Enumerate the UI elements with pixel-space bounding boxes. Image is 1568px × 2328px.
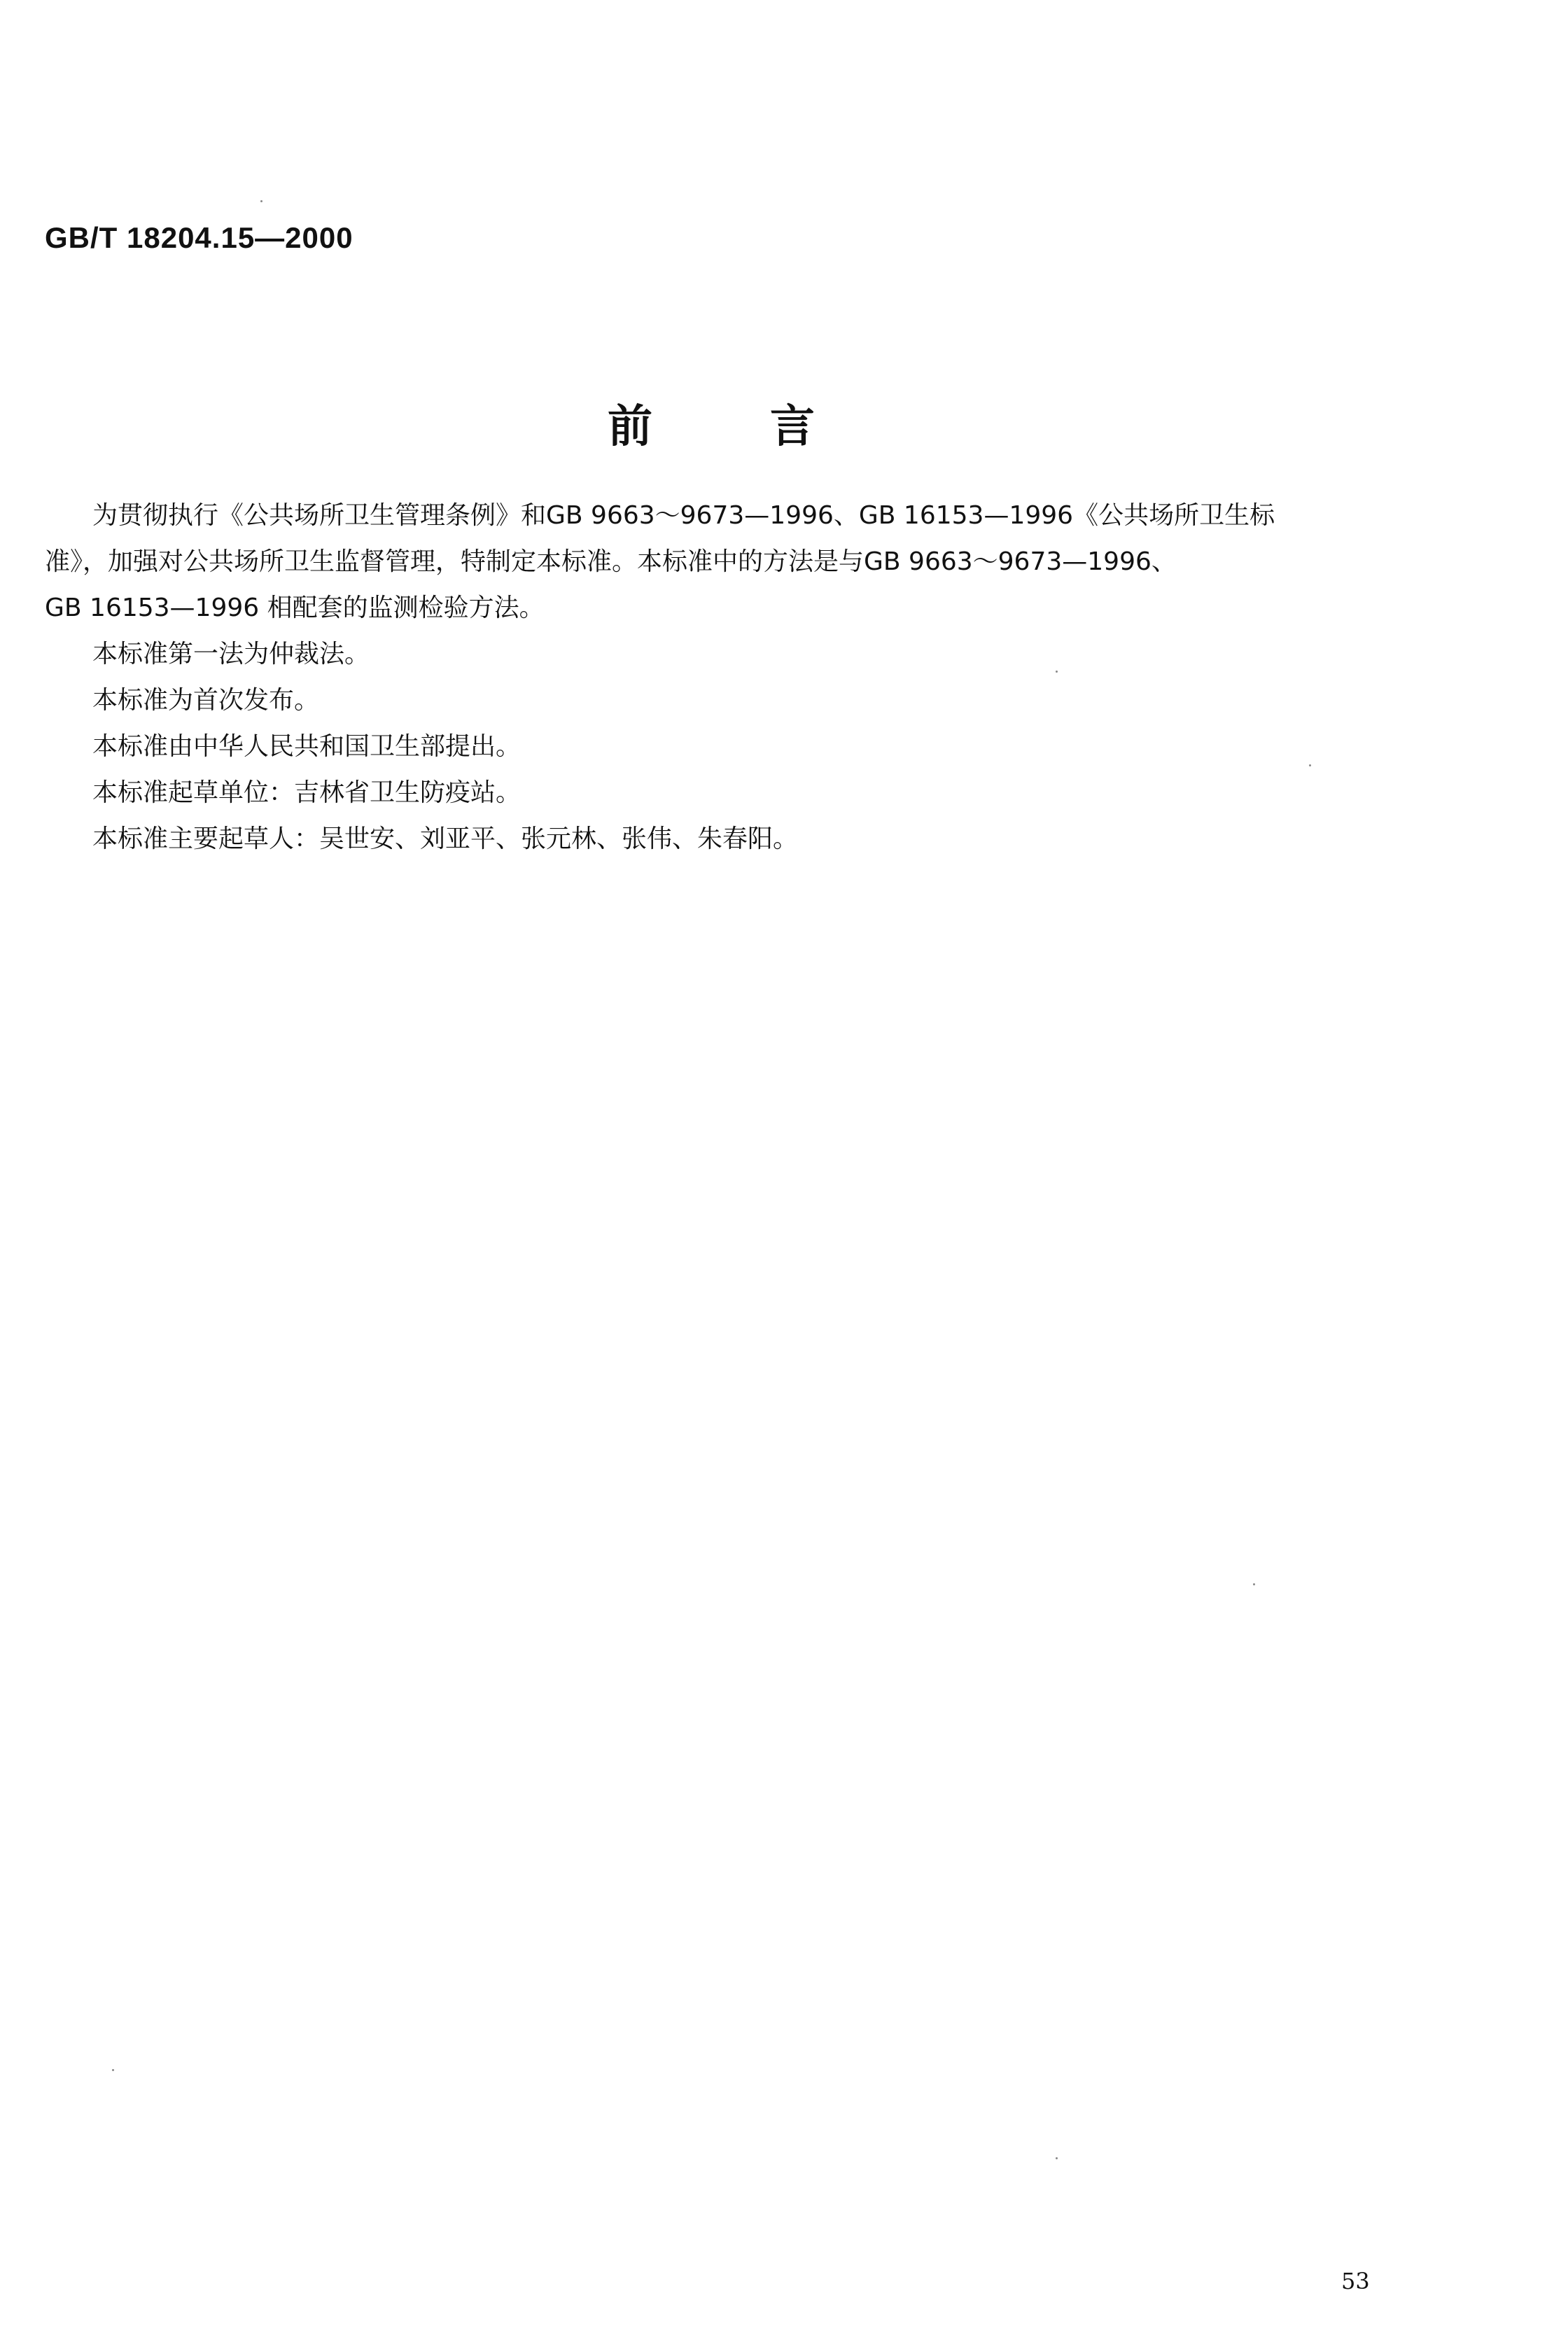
paragraph-text: 本标准由中华人民共和国卫生部提出。: [92, 732, 522, 761]
paragraph-drafters: [92, 816, 1408, 862]
scan-speck: [1309, 764, 1311, 766]
intro-line-3: GB 16153—1996 相配套的监测检验方法。: [45, 594, 545, 622]
paragraph-text: 本标准主要起草人：吴世安、刘亚平、张元林、张伟、朱春阳。: [92, 825, 799, 853]
paragraph-drafting-unit: [92, 770, 1408, 816]
scan-speck: [260, 200, 262, 202]
paragraph-text: 本标准为首次发布。: [92, 686, 320, 715]
scan-speck: [1056, 2157, 1058, 2159]
paragraph-text: 本标准第一法为仲裁法。: [92, 640, 370, 668]
paragraph-intro: [45, 493, 1408, 631]
paragraph-text: 本标准起草单位：吉林省卫生防疫站。: [92, 778, 522, 807]
scan-speck: [1253, 1583, 1255, 1585]
standard-number: GB/T 18204.15—2000: [45, 221, 354, 254]
paragraph-first-release: [92, 678, 1408, 724]
page-title: 前言: [608, 401, 932, 453]
page-number: 53: [1341, 2268, 1370, 2294]
intro-line-1: 为贯彻执行《公共场所卫生管理条例》和GB 9663～9673—1996、GB 16153—1996《公共场所卫生标: [92, 501, 1275, 530]
paragraph-proposer: [92, 724, 1408, 770]
scan-speck: [112, 2069, 114, 2071]
document-body: [45, 493, 1408, 862]
paragraph-arbitration: [92, 631, 1408, 678]
intro-line-2: 准》，加强对公共场所卫生监督管理，特制定本标准。本标准中的方法是与GB 9663～9673—1996、: [45, 547, 1177, 576]
scan-speck: [1056, 671, 1058, 673]
